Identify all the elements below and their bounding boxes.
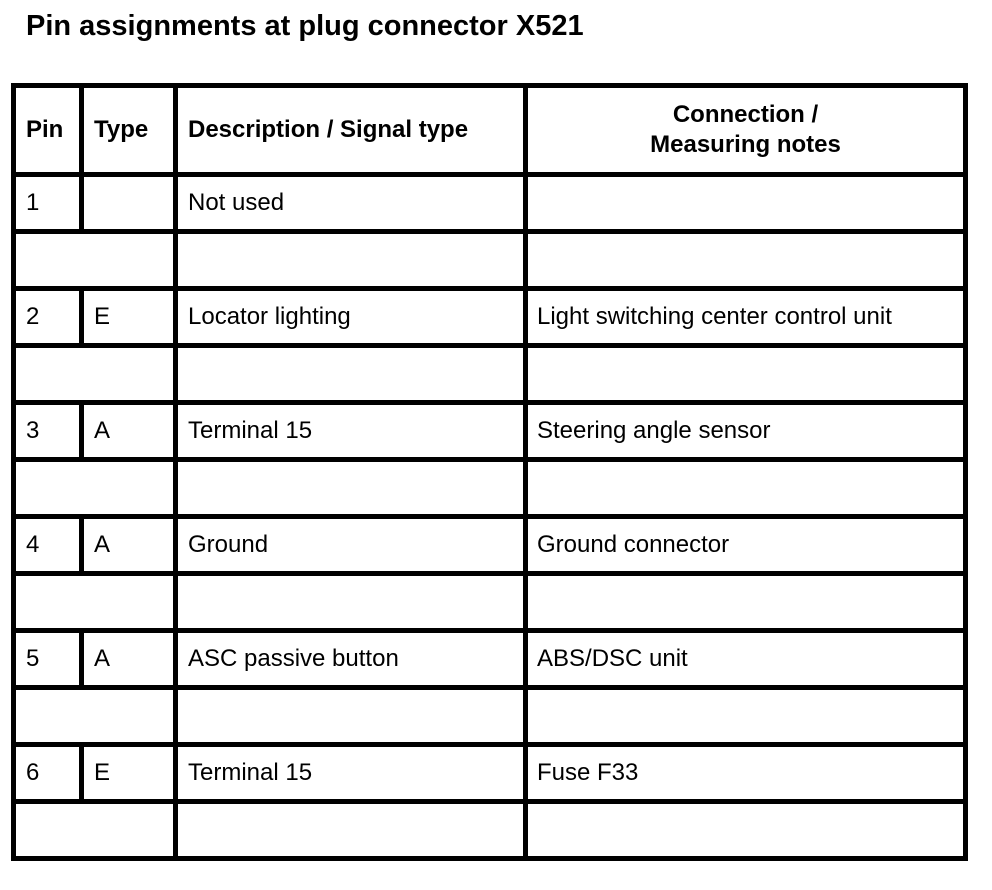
cell-notes: Light switching center control unit [526,289,966,346]
cell-pin: 2 [14,289,82,346]
cell-pin: 3 [14,403,82,460]
cell-type: E [82,289,176,346]
cell-type: E [82,745,176,802]
cell-notes [526,175,966,232]
spacer-cell [176,802,526,859]
spacer-cell [14,460,176,517]
column-header-pin: Pin [14,86,82,175]
cell-description: Not used [176,175,526,232]
spacer-row [14,688,966,745]
spacer-row [14,346,966,403]
spacer-row [14,574,966,631]
cell-description: Terminal 15 [176,745,526,802]
table-row [14,631,966,688]
cell-notes: Steering angle sensor [526,403,966,460]
column-header-type: Type [82,86,176,175]
spacer-cell [176,688,526,745]
table-row [14,289,966,346]
spacer-row [14,460,966,517]
column-header-description: Description / Signal type [176,86,526,175]
spacer-cell [176,346,526,403]
spacer-row [14,232,966,289]
cell-description: Locator lighting [176,289,526,346]
spacer-cell [14,802,176,859]
spacer-cell [176,460,526,517]
spacer-cell [526,688,966,745]
cell-pin: 4 [14,517,82,574]
spacer-cell [14,346,176,403]
cell-type: A [82,403,176,460]
cell-notes: Fuse F33 [526,745,966,802]
spacer-cell [14,232,176,289]
column-header-notes-line1: Connection / [672,101,819,128]
table-row [14,403,966,460]
column-header-notes [526,86,966,175]
spacer-cell [526,346,966,403]
spacer-cell [526,574,966,631]
cell-notes: Ground connector [526,517,966,574]
table-row [14,745,966,802]
cell-pin: 1 [14,175,82,232]
spacer-cell [14,574,176,631]
page-title: Pin assignments at plug connector X521 [26,10,584,42]
table-row [14,175,966,232]
pin-assignment-table [11,83,968,861]
cell-description: Terminal 15 [176,403,526,460]
cell-type: A [82,517,176,574]
table-header-row [14,86,966,175]
spacer-cell [176,232,526,289]
spacer-cell [526,802,966,859]
spacer-cell [526,232,966,289]
spacer-cell [526,460,966,517]
spacer-cell [14,688,176,745]
cell-type: A [82,631,176,688]
spacer-row [14,802,966,859]
cell-type [82,175,176,232]
cell-description: Ground [176,517,526,574]
spacer-cell [176,574,526,631]
cell-pin: 5 [14,631,82,688]
cell-notes: ABS/DSC unit [526,631,966,688]
column-header-notes-line2: Measuring notes [650,131,841,158]
cell-description: ASC passive button [176,631,526,688]
cell-pin: 6 [14,745,82,802]
table-row [14,517,966,574]
